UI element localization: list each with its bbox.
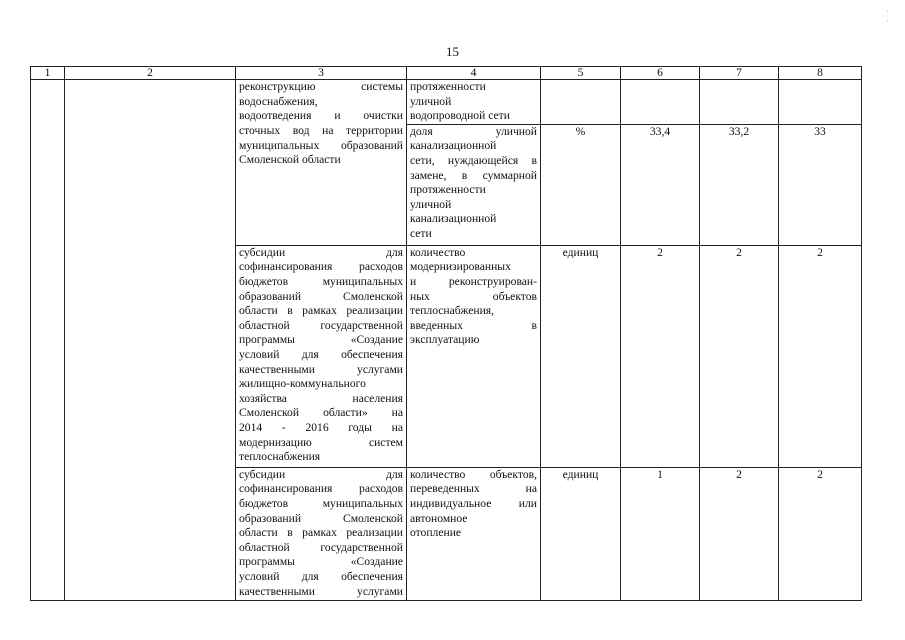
text-line: области в рамках реализации (239, 304, 403, 318)
header-cell-1: 1 (31, 67, 65, 80)
text-line: реконструкцию системы (239, 80, 403, 93)
row-d-value-3: 2 (779, 467, 862, 600)
row-b-col3 (236, 124, 407, 245)
row-d-col4 (407, 467, 541, 600)
row-a-col8 (779, 80, 862, 125)
text-line: субсидии для (239, 467, 403, 481)
header-cell-3: 3 (236, 67, 407, 80)
indicators-table (30, 66, 862, 601)
row-b-value-3: 33 (779, 124, 862, 245)
text-line: Смоленской области» на (239, 406, 403, 420)
row-c-value-3: 2 (779, 245, 862, 467)
header-cell-7: 7 (700, 67, 779, 80)
row-d-value-1: 1 (621, 467, 700, 600)
text-line: бюджетов муниципальных (239, 274, 403, 288)
text-line: субсидии для (239, 245, 403, 259)
text-line: введенных в (410, 318, 537, 332)
text-line: отопление (410, 526, 462, 540)
text-line: сточных вод на территории (239, 124, 403, 138)
row-a-col7 (700, 80, 779, 125)
row-d-value-2: 2 (700, 467, 779, 600)
row-b-value-1: 33,4 (621, 124, 700, 245)
text-line: модернизацию систем (239, 435, 403, 449)
text-line: и реконструирован- (410, 274, 537, 288)
page-number: 15 (446, 44, 459, 59)
text-line: 2014 - 2016 годы на (239, 420, 403, 434)
row-b-value-2: 33,2 (700, 124, 779, 245)
header-cell-6: 6 (621, 67, 700, 80)
text-line: программы «Создание (239, 333, 403, 347)
text-line: протяженности (410, 183, 486, 197)
text-line: канализационной (410, 212, 497, 226)
text-line: Смоленской области (239, 153, 341, 167)
text-line: муниципальных образований (239, 138, 403, 152)
text-line: уличной (410, 197, 452, 211)
row-c-unit: единиц (541, 245, 621, 467)
text-line: хозяйства населения (239, 391, 403, 405)
header-cell-4: 4 (407, 67, 541, 80)
text-line: теплоснабжения, (410, 304, 495, 318)
text-line: образований Смоленской (239, 511, 403, 525)
text-line: протяженности (410, 80, 486, 93)
text-line: автономное (410, 511, 468, 525)
text-line: образований Смоленской (239, 289, 403, 303)
text-line: условий для обеспечения (239, 347, 403, 361)
text-line: программы «Создание (239, 555, 403, 569)
cell-col2 (65, 80, 236, 601)
scan-mark: · (886, 17, 889, 27)
text-line: модернизированных (410, 260, 511, 274)
row-c-value-1: 2 (621, 245, 700, 467)
text-line: ных объектов (410, 289, 537, 303)
text-line: бюджетов муниципальных (239, 496, 403, 510)
row-a-col5 (541, 80, 621, 125)
text-line: количество объектов, (410, 467, 537, 481)
row-d-col3 (236, 467, 407, 600)
scan-mark: · (886, 7, 889, 17)
row-b-col4 (407, 124, 541, 245)
text-line: водопроводной сети (410, 109, 510, 123)
row-c-value-2: 2 (700, 245, 779, 467)
text-line: канализационной (410, 139, 497, 153)
text-line: индивидуальное или (410, 496, 537, 510)
text-line: условий для обеспечения (239, 569, 403, 583)
text-line: сети, нуждающейся в (410, 153, 537, 167)
text-line: софинансирования расходов (239, 260, 403, 274)
text-line: качественными услугами (239, 362, 403, 376)
header-row (31, 67, 862, 80)
row-a-col3 (236, 80, 407, 125)
text-line: сети (410, 226, 432, 240)
text-line: софинансирования расходов (239, 482, 403, 496)
header-cell-5: 5 (541, 67, 621, 80)
text-line: замене, в суммарной (410, 168, 537, 182)
row-c-col3 (236, 245, 407, 467)
text-line: теплоснабжения (239, 450, 321, 464)
row-a-col6 (621, 80, 700, 125)
text-line: жилищно-коммунального (239, 377, 366, 391)
text-line: области в рамках реализации (239, 526, 403, 540)
header-cell-2: 2 (65, 67, 236, 80)
row-d-unit: единиц (541, 467, 621, 600)
table-row (31, 80, 862, 125)
text-line: водоотведения и очистки (239, 109, 403, 123)
row-b-unit: % (541, 124, 621, 245)
text-line: областной государственной (239, 540, 403, 554)
row-a-col4 (407, 80, 541, 125)
text-line: уличной (410, 94, 452, 108)
text-line: областной государственной (239, 318, 403, 332)
text-line: количество (410, 245, 466, 259)
text-line: эксплуатацию (410, 333, 480, 347)
text-line: доля уличной (410, 124, 537, 138)
row-c-col4 (407, 245, 541, 467)
text-line: переведенных на (410, 482, 537, 496)
text-line: водоснабжения, (239, 94, 318, 108)
header-cell-8: 8 (779, 67, 862, 80)
text-line: качественными услугами (239, 584, 403, 598)
cell-col1 (31, 80, 65, 601)
